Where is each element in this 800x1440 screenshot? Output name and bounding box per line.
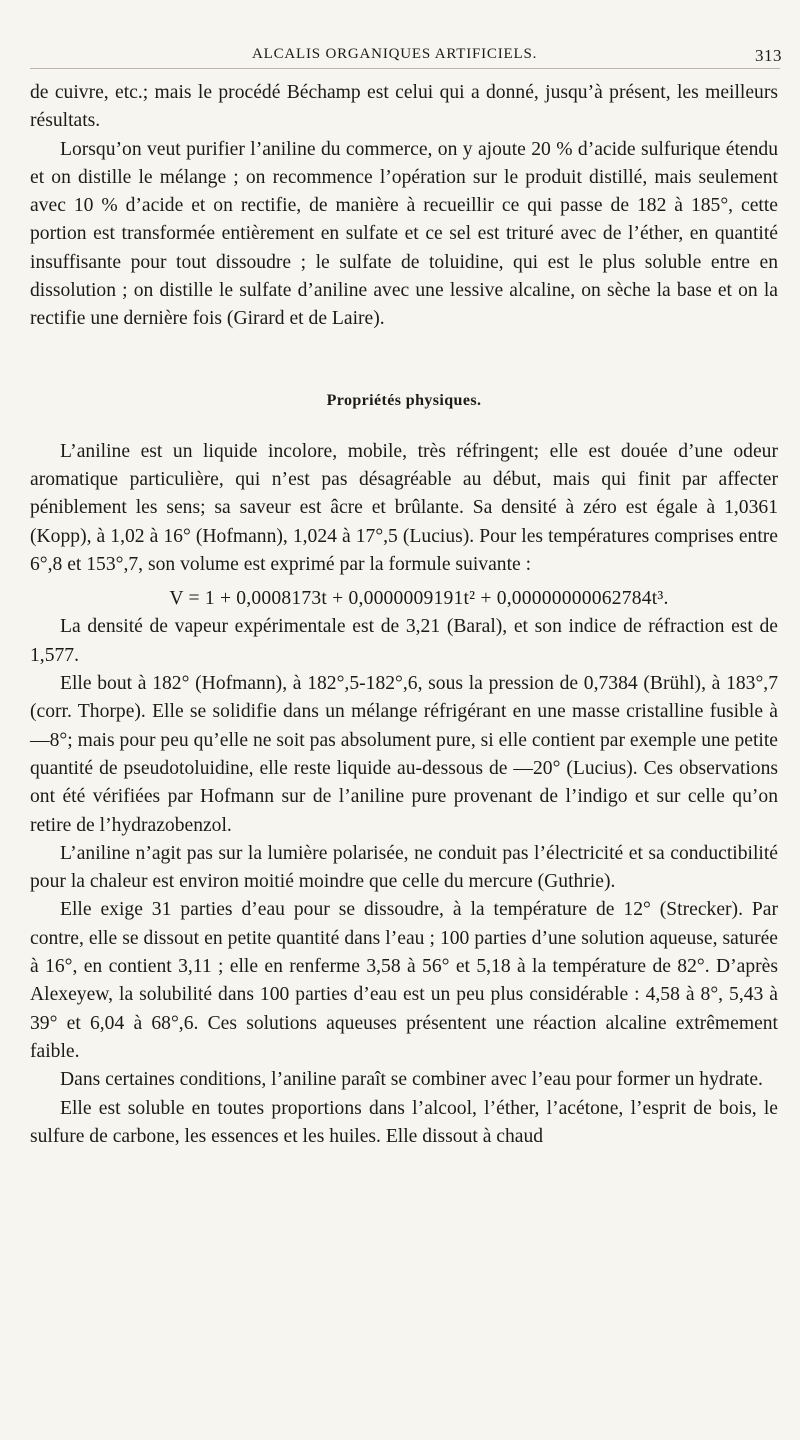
paragraph-boiling-point: Elle bout à 182° (Hofmann), à 182°,5-182°,6, sous la pression de 0,7384 (Brühl), à 183°,7 (corr. Thorpe). Elle se solidifie dans un mélange réfrigérant en une masse cristalline fusible à —8°; mais pour peu qu’elle ne soit pas absolument pure, si elle contient par exemple une petite quantité de pseudotoluidine, elle reste liquide au-dessous de —20° (Lucius). Ces observations ont été vérifiées par Hofmann sur de l’aniline pure provenant de l’indigo et sur celle qu’on retire de l’hydrazobenzol.: [30, 673, 778, 836]
paragraph-vapour-density: La densité de vapeur expérimentale est de 3,21 (Baral), et son indice de réfraction est de 1,577.: [30, 616, 778, 666]
paragraph-hydrate: Dans certaines conditions, l’aniline paraît se combiner avec l’eau pour former un hydrate.: [60, 1069, 763, 1091]
volume-formula: [30, 585, 778, 613]
header-rule: [30, 68, 780, 69]
formula-text: V = 1 + 0,0008173t + 0,0000009191t² + 0,0000000006278‍4t³.: [169, 588, 669, 610]
paragraph-solubility-water: Elle exige 31 parties d’eau pour se dissoudre, à la température de 12° (Strecker). Par contre, elle se dissout en petite quantité dans l’eau ; 100 parties d’une solution aqueuse, saturée à 16°, en contient 3,11 ; elle en renferme 3,58 à 56° et 5,18 à la température de 82°. D’après Alexeyew, la solubilité dans 100 parties d’eau est un peu plus considérable : 4,58 à 8°, 5,43 à 39° et 6,04 à 68°,6. Ces solutions aqueuses présentent une réaction alcaline extrêmement faible.: [30, 899, 778, 1062]
running-head: [0, 40, 800, 70]
section-heading: Propriétés physiques.: [326, 391, 482, 409]
running-title: ALCALIS ORGANIQUES ARTIFICIELS.: [252, 46, 538, 62]
paragraph-conductivity: L’aniline n’agit pas sur la lumière polarisée, ne conduit pas l’électricité et sa conductibilité pour la chaleur est environ moitié moindre que celle du mercure (Guthrie).: [30, 842, 778, 893]
page-number: 313: [755, 46, 782, 65]
paragraph-purification: Lorsqu’on veut purifier l’aniline du commerce, on y ajoute 20 % d’acide sulfurique étendu et on distille le mélange ; on recommence l’opération sur le produit distillé, mais seulement avec 10 % d’acide et on rectifie, de manière à recueillir ce qui passe de 182 à 185°, cette portion est transformée entièrement en sulfate et ce sel est trituré avec de l’éther, en quantité insuffisante pour tout dissoudre ; le sulfate de toluidine, qui est le plus soluble entre en dissolution ; on distille le sulfate d’aniline avec une lessive alcaline, on sèche la base et on la rectifie une dernière fois (Girard et de Laire).: [30, 138, 778, 330]
paragraph-description: L’aniline est un liquide incolore, mobile, très réfringent; elle est douée d’une odeur aromatique particulière, qui n’est pas désagréable au début, mais qui finit par affecter péniblement les sens; sa saveur est âcre et brûlante. Sa densité à zéro est égale à 1,0361 (Kopp), à 1,02 à 16° (Hofmann), 1,024 à 17°,5 (Lucius). Pour les températures comprises entre 6°,8 et 153°,7, son volume est exprimé par la formule suivante :: [30, 440, 778, 575]
paragraph-solvents: Elle est soluble en toutes proportions dans l’alcool, l’éther, l’acétone, l’esprit de bois, le sulfure de carbone, les essences et les huiles. Elle dissout à chaud: [30, 1097, 778, 1147]
paragraph-continued: de cuivre, etc.; mais le procédé Béchamp est celui qui a donné, jusqu’à présent, les meilleurs résultats.: [30, 82, 778, 132]
body-text: [30, 79, 778, 1151]
